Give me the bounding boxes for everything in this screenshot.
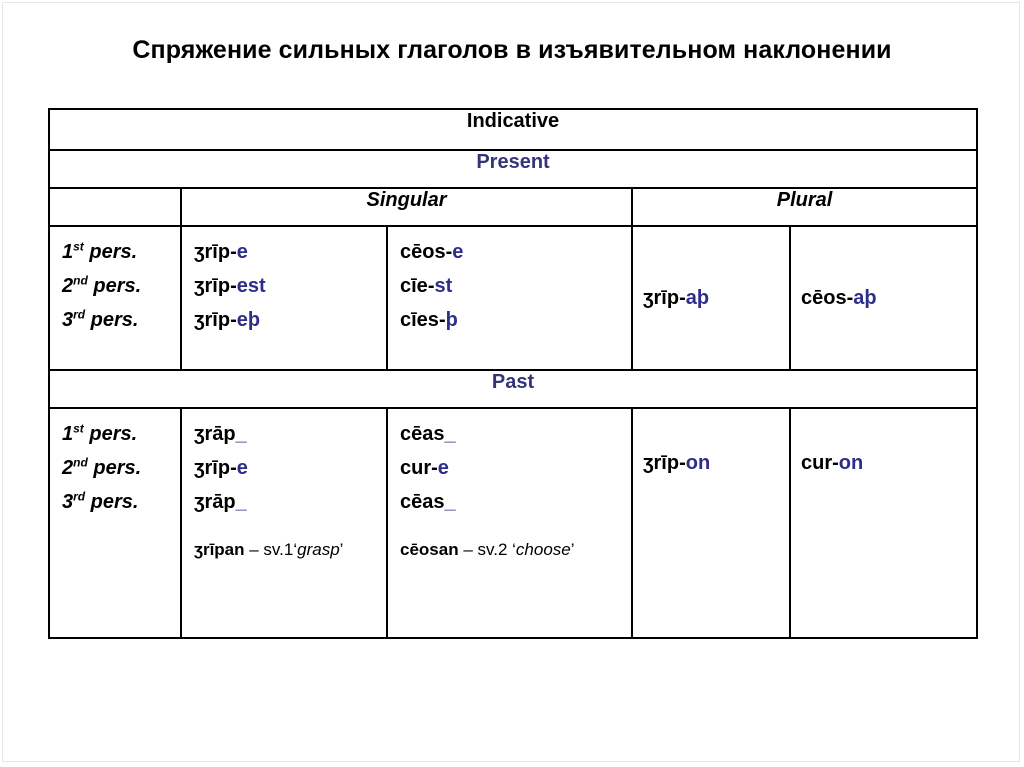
form: cur-on xyxy=(801,452,864,474)
past-verb2-plural-cell xyxy=(790,408,977,638)
form: ʒrīp-e xyxy=(194,457,248,479)
present-verb1-singular-cell xyxy=(181,226,387,370)
form: ʒrīp-eþ xyxy=(194,309,261,331)
person-3-label: 3rd pers. xyxy=(62,489,139,513)
indicative-header: Indicative xyxy=(49,109,977,150)
form: ʒrāp_ xyxy=(194,491,247,513)
present-header: Present xyxy=(49,150,977,188)
page-title: Спряжение сильных глаголов в изъявительном наклонении xyxy=(132,36,892,64)
present-persons-cell xyxy=(49,226,181,370)
form: cīe-st xyxy=(400,275,453,297)
form: cēos-e xyxy=(400,241,464,263)
plural-header: Plural xyxy=(632,188,977,226)
conjugation-table xyxy=(48,108,978,639)
present-verb2-singular-cell xyxy=(387,226,632,370)
past-verb1-singular-cell xyxy=(181,408,387,638)
form: cēos-aþ xyxy=(801,287,877,309)
form: ʒrīp-aþ xyxy=(643,287,710,309)
person-1-label: 1st pers. xyxy=(62,421,138,445)
person-2-label: 2nd pers. xyxy=(62,455,142,479)
form: ʒrāp_ xyxy=(194,423,247,445)
singular-header: Singular xyxy=(181,188,632,226)
verb1-note: ʒrīpan – sv.1‘grasp’ xyxy=(194,540,344,559)
form: cīes-þ xyxy=(400,309,458,331)
form: cēas_ xyxy=(400,423,456,445)
past-verb2-singular-cell xyxy=(387,408,632,638)
form: cur-e xyxy=(400,457,449,479)
past-persons-cell xyxy=(49,408,181,638)
verb2-note: cēosan – sv.2 ‘choose’ xyxy=(400,540,575,559)
spacer xyxy=(400,519,631,533)
empty-corner-cell xyxy=(49,188,181,226)
spacer xyxy=(194,519,386,533)
past-header: Past xyxy=(49,370,977,408)
past-verb1-plural-cell xyxy=(632,408,790,638)
present-verb1-plural-cell xyxy=(632,226,790,370)
person-3-label: 3rd pers. xyxy=(62,307,139,331)
person-1-label: 1st pers. xyxy=(62,239,138,263)
present-verb2-plural-cell xyxy=(790,226,977,370)
form: cēas_ xyxy=(400,491,456,513)
form: ʒrīp-e xyxy=(194,241,248,263)
form: ʒrīp-on xyxy=(643,452,711,474)
person-2-label: 2nd pers. xyxy=(62,273,142,297)
form: ʒrīp-est xyxy=(194,275,266,297)
